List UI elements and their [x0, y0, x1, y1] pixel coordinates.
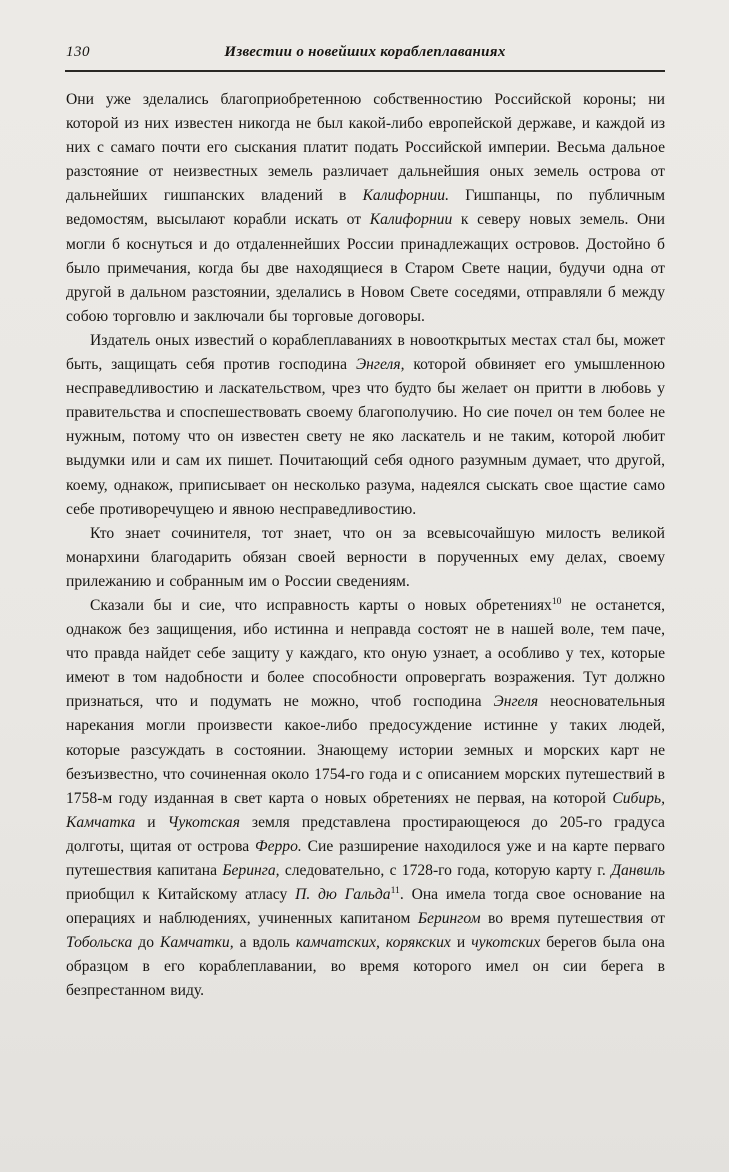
text-run: . Она имела тогда свое основание на операциях и наблюдениях, учиненных капитаном: [66, 886, 666, 928]
text-run: к северу новых земель. Они могли б коснуться и до отдаленнейших России принадлежащих островов. Достойно б было примечания, когда бы две находящиеся в Старом Свете нации, будучи одна от другой в дальном разстоянии, зделались в Новом Свете соседями, отправляли б между собою торговлю и заключали бы торговые договоры.: [66, 211, 665, 325]
text-run: Энгеля: [493, 693, 539, 711]
text-run: Данвиль: [611, 862, 666, 879]
text-run: чукотских: [471, 934, 541, 952]
body-text: [66, 88, 665, 1004]
text-run: Сказали бы и сие, что исправность карты о новых обретениях: [90, 596, 552, 614]
text-run: Они уже зделались благоприобретенною собственностию Российской короны; ни которой из них известен никогда не был какой-либо европейской державе, и каждой из них с самаго почти его сыскания платит подать Российской империи. Весьма дальное разстояние от неизвестных земель различает дальнейшия оных земель острова от дальнейших гишпанских владений в: [66, 91, 665, 205]
footnote-marker: 10: [551, 595, 562, 607]
text-run: берегов была она образцом в его кораблеплавании, во время которого имел он сии берега в безпрестанном виду.: [66, 934, 665, 1000]
page-header: [66, 44, 664, 66]
text-run: не останется, однакож без защищения, ибо истинна и неправда состоят не в нашей воле, тем паче, что правда найдет себе защиту у каждаго, кто оную узнает, а особливо у тех, которые имеют в том надобности и более способности опровергать возражения. Тут должно признаться, что и подумать не можно, чтоб господина: [66, 596, 665, 711]
text-run: Калифорнии.: [362, 187, 449, 205]
text-run: следовательно, с 1728-го года, которую карту г.: [279, 862, 612, 879]
text-run: Сибирь, Камчатка: [66, 789, 665, 831]
text-run: Чукотская: [167, 813, 240, 831]
paragraph: [66, 594, 665, 1004]
header-rule: [65, 70, 665, 72]
text-run: Калифорнии: [369, 211, 453, 229]
page-number: 130: [66, 44, 90, 60]
paragraph: [66, 88, 665, 329]
paragraph: [66, 329, 665, 522]
text-run: а вдоль: [233, 934, 296, 952]
text-run: и: [135, 813, 168, 831]
text-run: Кто знает сочинителя, тот знает, что он за всевысочайшую милость великой монархини благодарить обязан своей верности в порученных ему делах, своему прилежанию и собранным им о России сведениям.: [66, 524, 665, 590]
text-run: земля представлена простирающеюся до 205-го градуса долготы, щитая от острова: [66, 813, 665, 855]
text-run: Гишпанцы, по публичным ведомостям, высылают корабли искать от: [66, 187, 665, 229]
text-run: камчатских, корякских: [295, 934, 451, 952]
paragraph: [66, 522, 665, 594]
text-run: неосновательныя нарекания могли произвести какое-либо предосуждение истинне у таких людей, которые разсуждать в состоянии. Знающему истории земных и морских карт не безъизвестно, что сочиненная около 1754-го года и с описанием морских путешествий в 1758-м году изданная в свет карта о новых обретениях не первая, на которой: [66, 693, 665, 807]
text-run: Издатель оных известий о кораблеплаваниях в новооткрытых местах стал бы, может быть, защищать себя против господина: [66, 331, 665, 374]
text-run: Ферро.: [255, 837, 302, 855]
text-run: Берингом: [417, 910, 481, 928]
running-title: Известии о новейших кораблеплаваниях: [224, 44, 506, 60]
text-run: Энгеля,: [355, 356, 405, 374]
text-run: приобщил к Китайскому атласу: [66, 886, 296, 904]
text-run: П. дю Гальда: [295, 886, 391, 904]
text-run: во время путешествия от: [480, 910, 665, 928]
text-run: и: [450, 934, 472, 952]
text-run: Беринга,: [222, 862, 280, 879]
text-run: Камчатки,: [160, 934, 234, 952]
footnote-marker: 11: [390, 884, 400, 896]
text-run: Сие разширение находилося уже и на карте перваго путешествия капитана: [66, 837, 665, 879]
text-run: Тобольска: [66, 934, 133, 952]
text-run: до: [132, 934, 160, 952]
text-run: которой обвиняет его умышленною несправедливостию и ласкательством, чрез что будто бы желает он притти в любовь у правительства и споспешествовать своему благополучию. Но сие почел он тем более не нужным, потому что он известен свету не яко ласкатель и не таким, которой любит выдумки или и сам их пишет. Почитающий себя одного разумным думает, что другой, коему, однакож, приписывает он несколько разума, надеялся сыскать свое щастие само себе противоречущею и явною несправедливостию.: [66, 356, 665, 518]
